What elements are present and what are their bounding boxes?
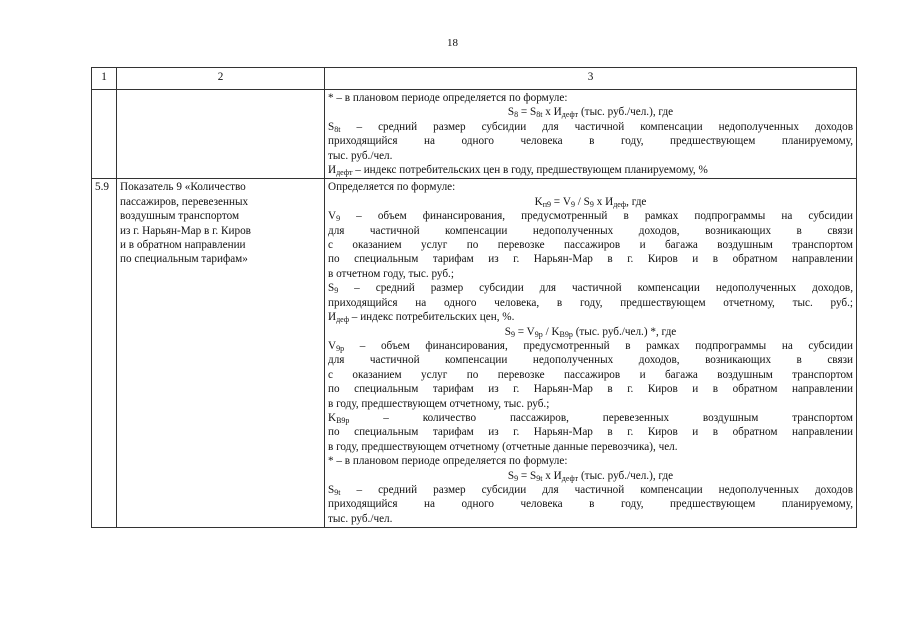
subscript: 9р [534,329,543,339]
name-line: по специальным тарифам» [120,253,248,266]
indicator-name [117,179,325,528]
text-line: $S_{9t}$ – средний размер субсидии для частичной компенсации недополученных доходов [328,483,853,497]
header-col-3: 3 [325,68,857,90]
name-line: воздушным транспортом [120,210,240,223]
text-line: с оказанием услуг по перевозке пассажиров и багажа воздушным транспортом [328,368,853,381]
text-line: * – в плановом периоде определяется по формуле: [328,455,568,468]
page-number: 18 [447,37,458,49]
subscript: 9 [334,286,339,296]
subscript: 9 [589,199,594,209]
subscript: В9р [336,415,350,425]
text-line: в году, предшествующем отчетному (отчетные данные перевозчика), чел. [328,440,678,453]
name-line: и в обратном направлении [120,239,246,252]
subscript: 9t [536,473,543,483]
subscript: 8 [514,110,519,120]
text-line: тыс. руб./чел. [328,512,393,525]
text-line: $И_{деф}$ – индекс потребительских цен, %. [328,311,515,325]
subscript: 9р [336,343,345,353]
table-header-row [92,68,857,90]
text-line: по специальным тарифам из г. Нарьян-Мар в г. Киров и в обратном направлении [328,426,853,439]
table-row-5-9 [92,179,857,528]
text-line: $V_{9р}$ – объем финансирования, предусмотренный в рамках подпрограммы на субсидии [328,339,853,353]
name-line: пассажиров, перевезенных [120,195,249,208]
text-line: $И_{дефт}$ – индекс потребительских цен в году, предшествующем планируемому, % [328,164,708,178]
subscript: 9t [334,487,341,497]
text-line: $K_{В9р}$ – количество пассажиров, перевезенных воздушным транспортом [328,411,853,425]
text-line: приходящийся на одного человека в году, предшествующем планируемому, [328,498,853,511]
name-line: Показатель 9 «Количество [120,181,246,194]
subscript: деф [613,199,627,209]
text-line: тыс. руб./чел. [328,149,393,162]
text-line: $S_9 = S_{9t}$ x $И_{дефт}$ (тыс. руб./чел.), где [507,469,674,483]
text-line: в году, предшествующем отчетному, тыс. руб.; [328,397,550,410]
subscript: дефт [561,110,579,120]
text-line: $S_{8t}$ – средний размер субсидии для частичной компенсации недополученных доходов [328,120,853,134]
subscript: 9 [570,199,575,209]
text-line: для частичной компенсации недополученных доходов, возникающих в связи [328,224,853,237]
text-line: по специальным тарифам из г. Нарьян-Мар в г. Киров и в обратном направлении [328,383,853,396]
subscript: 8t [536,110,543,120]
row-number [92,90,117,179]
text-line: $V_9$ – объем финансирования, предусмотренный в рамках подпрограммы на субсидии [328,210,853,224]
table-row-continuation [92,90,857,179]
text-line: для частичной компенсации недополученных доходов, возникающих в связи [328,354,853,367]
text-line: $S_9 = V_{9р} / K_{В9р}$ (тыс. руб./чел.) *, где [504,325,677,339]
text-line: приходящийся на одного человека, в году, предшествующем отчетному, тыс. руб.; [328,296,853,309]
text-line: приходящийся на одного человека в году, предшествующем планируемому, [328,135,853,148]
subscript: В9р [559,329,573,339]
text-line: с оказанием услуг по перевозке пассажиров и багажа воздушным транспортом [328,239,853,252]
text-line: Определяется по формуле: [328,181,456,194]
header-col-2: 2 [117,68,325,90]
calculation-method [325,179,857,528]
indicator-name [117,90,325,179]
calculation-method [325,90,857,179]
header-col-1: 1 [92,68,117,90]
text-line: по специальным тарифам из г. Нарьян-Мар в г. Киров и в обратном направлении [328,253,853,266]
text-line: $S_8 = S_{8t}$ x $И_{дефт}$ (тыс. руб./чел.), где [507,106,674,120]
name-line: из г. Нарьян-Мар в г. Киров [120,224,251,237]
subscript: дефт [336,168,353,178]
subscript: п9 [542,199,551,209]
text-line: в отчетном году, тыс. руб.; [328,267,454,280]
text-line: $S_9$ – средний размер субсидии для частичной компенсации недополученных доходов, [328,282,853,296]
indicator-table [91,67,857,528]
subscript: 8t [334,124,341,134]
row-number: 5.9 [92,179,117,528]
subscript: 9 [514,473,519,483]
text-line: * – в плановом периоде определяется по формуле: [328,92,568,104]
text-line: $K_{п9} = V_9 / S_9$ x $И_{деф}$, где [534,195,647,209]
subscript: деф [336,315,349,325]
subscript: 9 [510,329,515,339]
subscript: 9 [336,214,341,224]
subscript: дефт [561,473,579,483]
